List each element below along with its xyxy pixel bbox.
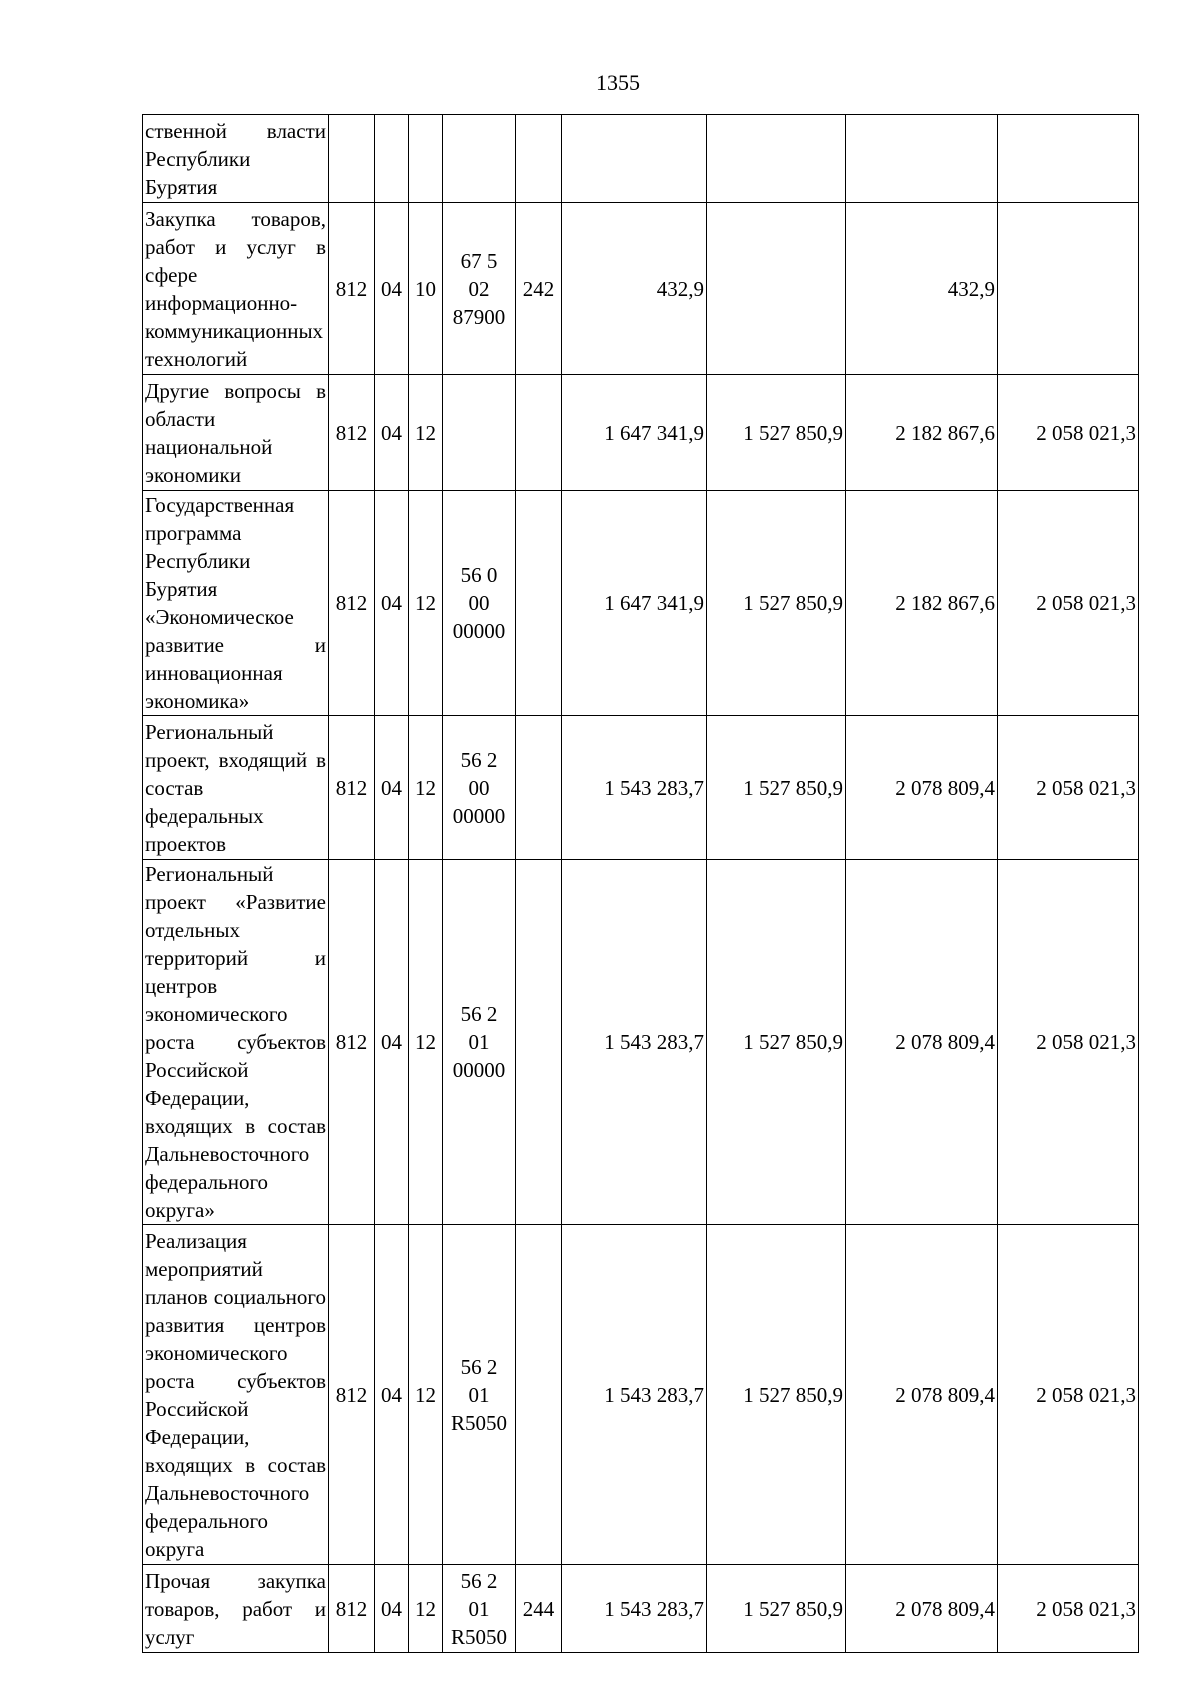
target-article-code: 56 2 01 R5050 bbox=[443, 1225, 516, 1565]
amount-1: 1 543 283,7 bbox=[562, 1565, 707, 1653]
subsection-code: 12 bbox=[409, 491, 443, 716]
subsection-code: 12 bbox=[409, 1565, 443, 1653]
subsection-code bbox=[409, 115, 443, 203]
target-article-code: 56 2 01 00000 bbox=[443, 860, 516, 1225]
expense-type-code: 242 bbox=[516, 203, 562, 375]
subsection-code: 12 bbox=[409, 716, 443, 860]
target-article-code: 67 5 02 87900 bbox=[443, 203, 516, 375]
amount-2: 1 527 850,9 bbox=[707, 491, 846, 716]
section-code: 04 bbox=[375, 716, 409, 860]
amount-4: 2 058 021,3 bbox=[998, 1225, 1139, 1565]
amount-3: 2 078 809,4 bbox=[846, 716, 998, 860]
row-name: Региональный проект «Развитие отдельных территорий и центров экономического роста субъектов Российской Федерации, входящих в состав Дальневосточного федерального округа» bbox=[143, 860, 329, 1225]
amount-2: 1 527 850,9 bbox=[707, 375, 846, 491]
row-name: Реализация мероприятий планов социального развития центров экономического роста субъектов Российской Федерации, входящих в состав Дальневосточного федерального округа bbox=[143, 1225, 329, 1565]
expense-type-code bbox=[516, 860, 562, 1225]
section-code: 04 bbox=[375, 1225, 409, 1565]
table-row bbox=[143, 860, 1139, 1225]
amount-3: 2 182 867,6 bbox=[846, 375, 998, 491]
table-row bbox=[143, 716, 1139, 860]
row-name: Государственная программа Республики Бурятия «Экономическое развитие и инновационная экономика» bbox=[143, 491, 329, 716]
table-row bbox=[143, 203, 1139, 375]
amount-1: 432,9 bbox=[562, 203, 707, 375]
subsection-code: 10 bbox=[409, 203, 443, 375]
target-article-code bbox=[443, 115, 516, 203]
subsection-code: 12 bbox=[409, 1225, 443, 1565]
budget-table bbox=[142, 114, 1139, 1653]
expense-type-code: 244 bbox=[516, 1565, 562, 1653]
ved-code: 812 bbox=[329, 491, 375, 716]
amount-3: 2 078 809,4 bbox=[846, 860, 998, 1225]
amount-4: 2 058 021,3 bbox=[998, 491, 1139, 716]
amount-2: 1 527 850,9 bbox=[707, 860, 846, 1225]
expense-type-code bbox=[516, 491, 562, 716]
table-row bbox=[143, 491, 1139, 716]
amount-4 bbox=[998, 203, 1139, 375]
amount-1: 1 543 283,7 bbox=[562, 860, 707, 1225]
target-article-code: 56 0 00 00000 bbox=[443, 491, 516, 716]
expense-type-code bbox=[516, 115, 562, 203]
expense-type-code bbox=[516, 1225, 562, 1565]
amount-2: 1 527 850,9 bbox=[707, 1565, 846, 1653]
amount-1: 1 647 341,9 bbox=[562, 375, 707, 491]
amount-3 bbox=[846, 115, 998, 203]
row-name: ственной власти Республики Бурятия bbox=[143, 115, 329, 203]
section-code: 04 bbox=[375, 860, 409, 1225]
subsection-code: 12 bbox=[409, 860, 443, 1225]
table-row bbox=[143, 375, 1139, 491]
ved-code bbox=[329, 115, 375, 203]
table-row bbox=[143, 1225, 1139, 1565]
section-code: 04 bbox=[375, 491, 409, 716]
table-row bbox=[143, 115, 1139, 203]
amount-1: 1 543 283,7 bbox=[562, 1225, 707, 1565]
section-code: 04 bbox=[375, 375, 409, 491]
ved-code: 812 bbox=[329, 203, 375, 375]
amount-4: 2 058 021,3 bbox=[998, 860, 1139, 1225]
section-code: 04 bbox=[375, 1565, 409, 1653]
ved-code: 812 bbox=[329, 1225, 375, 1565]
target-article-code bbox=[443, 375, 516, 491]
amount-3: 2 182 867,6 bbox=[846, 491, 998, 716]
expense-type-code bbox=[516, 375, 562, 491]
amount-1: 1 543 283,7 bbox=[562, 716, 707, 860]
amount-4 bbox=[998, 115, 1139, 203]
ved-code: 812 bbox=[329, 716, 375, 860]
expense-type-code bbox=[516, 716, 562, 860]
ved-code: 812 bbox=[329, 1565, 375, 1653]
row-name: Прочая закупка товаров, работ и услуг bbox=[143, 1565, 329, 1653]
section-code: 04 bbox=[375, 203, 409, 375]
row-name: Другие вопросы в области национальной экономики bbox=[143, 375, 329, 491]
amount-3: 2 078 809,4 bbox=[846, 1565, 998, 1653]
amount-4: 2 058 021,3 bbox=[998, 1565, 1139, 1653]
target-article-code: 56 2 01 R5050 bbox=[443, 1565, 516, 1653]
section-code bbox=[375, 115, 409, 203]
amount-4: 2 058 021,3 bbox=[998, 716, 1139, 860]
row-name: Региональный проект, входящий в состав федеральных проектов bbox=[143, 716, 329, 860]
amount-3: 2 078 809,4 bbox=[846, 1225, 998, 1565]
target-article-code: 56 2 00 00000 bbox=[443, 716, 516, 860]
table-row bbox=[143, 1565, 1139, 1653]
amount-2 bbox=[707, 203, 846, 375]
amount-3: 432,9 bbox=[846, 203, 998, 375]
page-number: 1355 bbox=[596, 70, 640, 95]
ved-code: 812 bbox=[329, 860, 375, 1225]
amount-2 bbox=[707, 115, 846, 203]
ved-code: 812 bbox=[329, 375, 375, 491]
amount-1: 1 647 341,9 bbox=[562, 491, 707, 716]
amount-2: 1 527 850,9 bbox=[707, 716, 846, 860]
amount-2: 1 527 850,9 bbox=[707, 1225, 846, 1565]
row-name: Закупка товаров, работ и услуг в сфере информационно-коммуникационных технологий bbox=[143, 203, 329, 375]
amount-1 bbox=[562, 115, 707, 203]
amount-4: 2 058 021,3 bbox=[998, 375, 1139, 491]
subsection-code: 12 bbox=[409, 375, 443, 491]
